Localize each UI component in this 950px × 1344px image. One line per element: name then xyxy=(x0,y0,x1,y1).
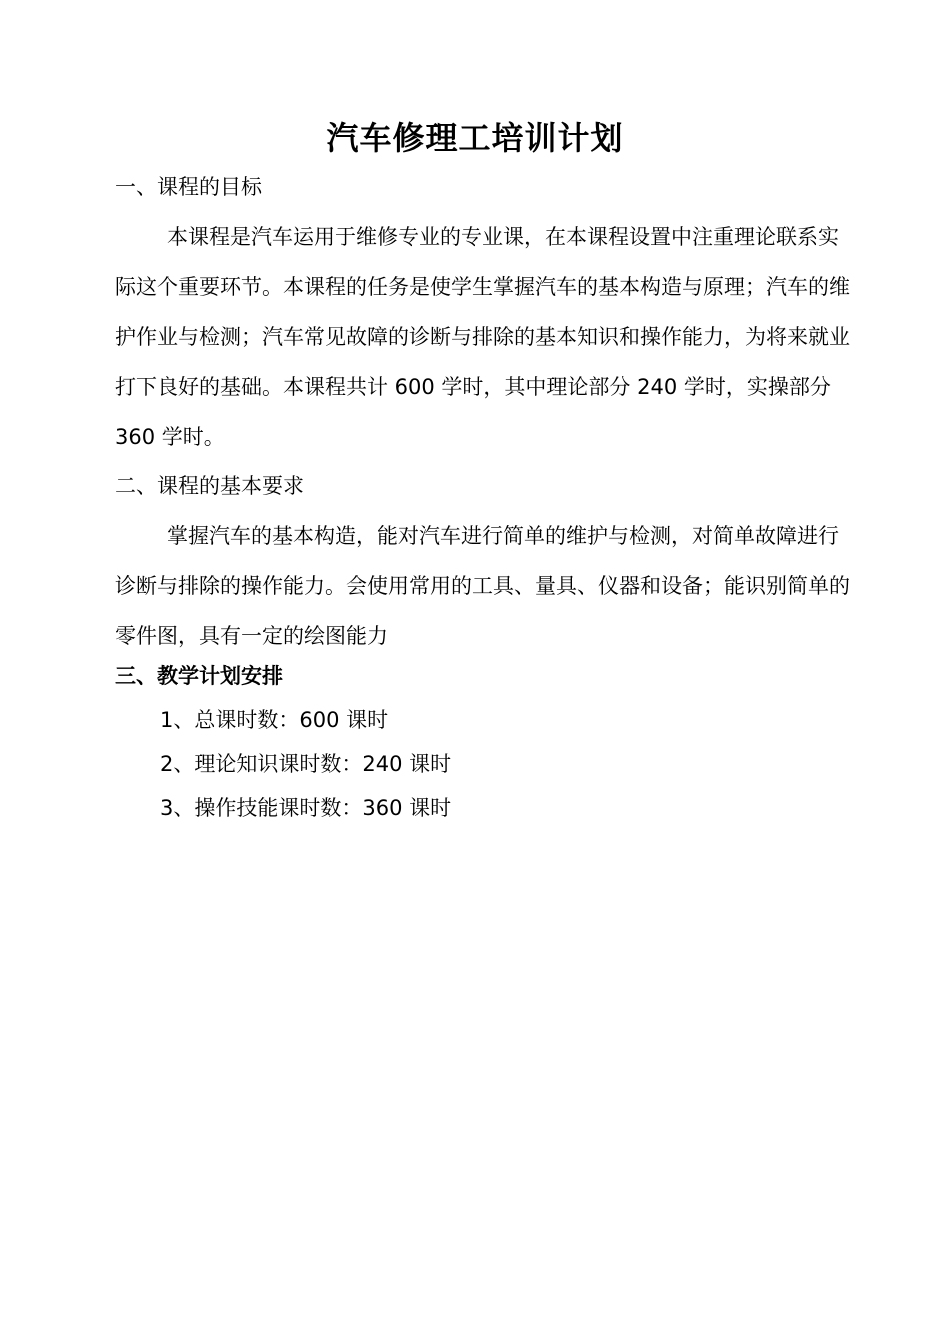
document-title: 汽车修理工培训计划 xyxy=(326,119,624,157)
section-body-course-goals: 本课程是汽车运用于维修专业的专业课，在本课程设置中注重理论联系实际这个重要环节。本课程的任务是使学生掌握汽车的基本构造与原理；汽车的维护作业与检测；汽车常见故障的诊断与排除的基本知识和操作能力，为将来就业打下良好的基础。本课程共计 600 学时，其中理论部分 240 学时，实操部分 360 学时。 xyxy=(115,225,850,449)
section-body-basic-requirements: 掌握汽车的基本构造，能对汽车进行简单的维护与检测，对简单故障进行诊断与排除的操作能力。会使用常用的工具、量具、仪器和设备；能识别简单的零件图，具有一定的绘图能力 xyxy=(115,524,850,648)
section-heading-course-goals: 一、课程的目标 xyxy=(115,175,262,199)
plan-item-theory-hours: 2、理论知识课时数：240 课时 xyxy=(160,752,452,776)
section-heading-teaching-plan: 三、教学计划安排 xyxy=(115,664,283,688)
section-heading-basic-requirements: 二、课程的基本要求 xyxy=(115,474,304,498)
plan-item-total-hours: 1、总课时数：600 课时 xyxy=(160,708,389,732)
plan-item-practical-hours: 3、操作技能课时数：360 课时 xyxy=(160,796,452,820)
